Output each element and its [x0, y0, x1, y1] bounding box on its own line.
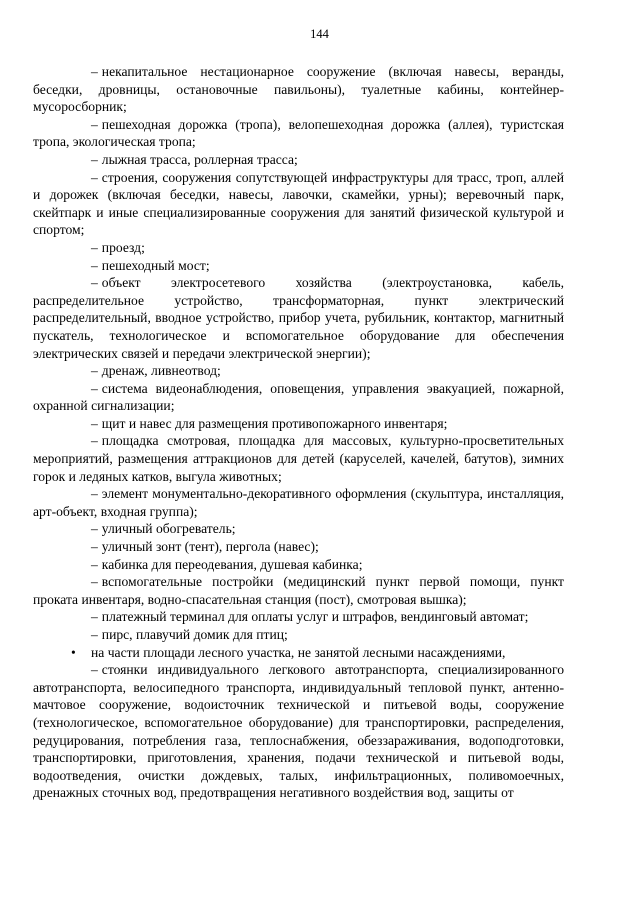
list-item-text: платежный терминал для оплаты услуг и штрафов, вендинговый автомат;	[101, 609, 529, 625]
list-item	[33, 362, 564, 380]
dash-marker: –	[91, 433, 98, 449]
list-item	[33, 538, 564, 556]
dash-marker: –	[91, 239, 98, 255]
list-item	[33, 485, 564, 520]
bullet-icon: •	[71, 644, 76, 660]
list-item	[33, 257, 564, 275]
list-item	[33, 626, 564, 644]
list-item-text: объект электросетевого хозяйства (электроустановка, кабель, распределительное устройство, трансформаторная, пункт электрический распределительный, вводное устройство, прибор учета, рубильник, контактор, магнитный пускатель, технологическое и вспомогательное оборудование для обеспечения электрических связей и передачи электрической энергии);	[33, 275, 564, 361]
list-item-text: элемент монументально-декоративного оформления (скульптура, инсталляция, арт-объект, входная группа);	[33, 486, 564, 519]
list-item	[33, 116, 564, 151]
list-item-text: пирс, плавучий домик для птиц;	[101, 627, 288, 642]
list-item	[33, 169, 564, 239]
dash-marker: –	[91, 486, 98, 502]
list-item-text: система видеонаблюдения, оповещения, управления эвакуацией, пожарной, охранной сигнализации;	[33, 380, 564, 414]
list-item	[33, 573, 564, 608]
list-item	[33, 432, 564, 485]
list-item	[33, 380, 564, 415]
dash-marker: –	[91, 521, 98, 537]
bullet-item	[33, 644, 564, 662]
bullet-item-text: на части площади лесного участка, не занятой лесными насаждениями,	[91, 644, 506, 660]
list-item-text: дренаж, ливнеотвод;	[101, 363, 221, 379]
list-item-text: лыжная трасса, роллерная трасса;	[101, 151, 298, 167]
list-item-text: пешеходная дорожка (тропа), велопешеходная дорожка (аллея), туристская тропа, экологическая тропа;	[33, 116, 564, 150]
list-item	[33, 556, 564, 574]
list-item-text: некапитальное нестационарное сооружение (включая навесы, веранды, беседки, дровницы, остановочные павильоны), туалетные кабины, контейнер-мусоросборник;	[33, 64, 564, 115]
dash-marker: –	[91, 627, 98, 642]
list-item-text: уличный обогреватель;	[101, 521, 236, 537]
list-item	[33, 151, 564, 169]
list-item-text: вспомогательные постройки (медицинский пункт первой помощи, пункт проката инвентаря, водно-спасательная станция (пост), смотровая вышка);	[33, 574, 564, 607]
dash-marker: –	[91, 539, 98, 555]
dash-marker: –	[91, 257, 98, 273]
list-item-text: уличный зонт (тент), пергола (навес);	[101, 539, 319, 555]
list-item	[33, 239, 564, 257]
list-item	[33, 63, 564, 116]
list-item	[33, 608, 564, 626]
dash-marker: –	[91, 415, 98, 431]
page-number: 144	[310, 27, 329, 41]
list-item	[33, 520, 564, 538]
list-item-text: кабинка для переодевания, душевая кабинка;	[101, 556, 363, 572]
list-item-text: щит и навес для размещения противопожарного инвентаря;	[101, 415, 448, 431]
list-item	[33, 274, 564, 362]
dash-marker: –	[91, 151, 98, 167]
dash-marker: –	[91, 574, 98, 590]
dash-marker: –	[91, 363, 98, 379]
dash-marker: –	[91, 169, 98, 185]
dash-marker: –	[91, 275, 98, 291]
dash-marker: –	[91, 64, 98, 79]
list-item-text: стоянки индивидуального легкового автотранспорта, специализированного автотранспорта, велосипедного транспорта, индивидуальный тепловой пункт, антенно-мачтовое сооружение, водоисточник технической и питьевой воды, сооружение (технологическое, вспомогательное оборудование) для транспортировки, распределения, редуцирования, потребления газа, теплоснабжения, обеззараживания, водоподготовки, транспортировки, приготовления, хранения, подачи технической и питьевой воды, водоотведения, очистки дождевых, талых, инфильтрационных, поливомоечных, дренажных сточных вод, предотвращения негативного воздействия вод, защиты от	[33, 662, 564, 801]
dash-marker: –	[91, 662, 98, 678]
list-item-text: строения, сооружения сопутствующей инфраструктуры для трасс, троп, аллей и дорожек (включая беседки, навесы, лавочки, скамейки, урны); веревочный парк, скейтпарк и иные специализированные сооружения для занятий физической культурой и спортом;	[33, 169, 564, 238]
list-item-text: площадка смотровая, площадка для массовых, культурно-просветительных мероприятий, размещения аттракционов для детей (каруселей, качелей, батутов), зимних горок и ледяных катков, выгула животных;	[33, 433, 564, 484]
dash-marker: –	[91, 380, 98, 396]
list-item	[33, 661, 564, 802]
list-item-text: пешеходный мост;	[101, 257, 210, 273]
dash-marker: –	[91, 609, 98, 625]
dash-marker: –	[91, 556, 98, 572]
document-body	[33, 63, 564, 802]
list-item-text: проезд;	[101, 239, 145, 255]
dash-marker: –	[91, 116, 98, 132]
list-item	[33, 415, 564, 433]
